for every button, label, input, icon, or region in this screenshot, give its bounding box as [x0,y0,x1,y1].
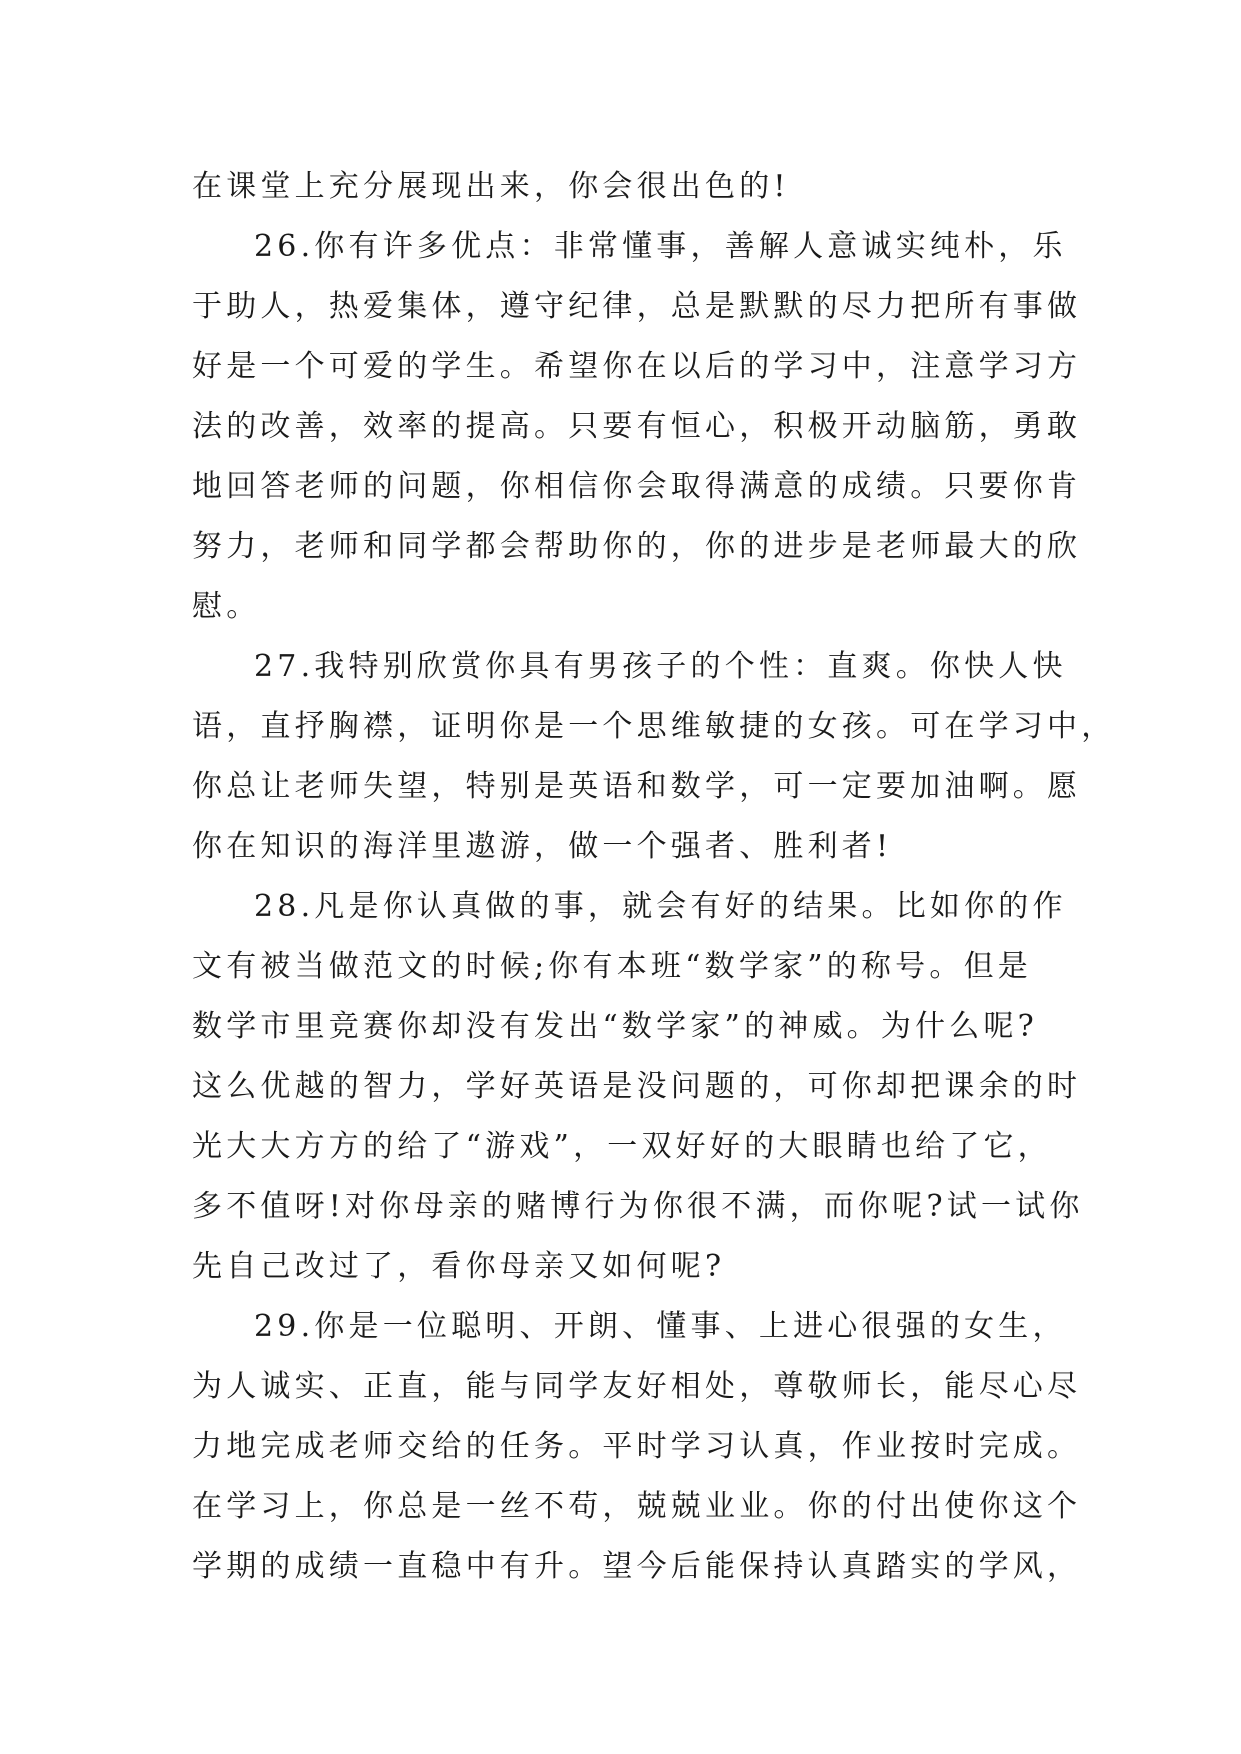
paragraph-26-start: 26.你有许多优点：非常懂事，善解人意诚实纯朴，乐 [254,229,1067,264]
text-line: 光大大方方的给了“游戏”，一双好好的大眼睛也给了它， [192,1129,1052,1164]
text-line: 慰。 [192,589,261,624]
text-line: 法的改善，效率的提高。只要有恒心，积极开动脑筋，勇敢 [192,409,1082,444]
text-line: 数学市里竞赛你却没有发出“数学家”的神威。为什么呢? [192,1009,1038,1044]
text-line: 语，直抒胸襟，证明你是一个思维敏捷的女孩。可在学习中， [192,709,1116,744]
paragraph-27-start: 27.我特别欣赏你具有男孩子的个性：直爽。你快人快 [254,649,1067,684]
text-line: 地回答老师的问题，你相信你会取得满意的成绩。只要你肯 [192,469,1082,504]
text-line: 力地完成老师交给的任务。平时学习认真，作业按时完成。 [192,1429,1082,1464]
paragraph-28-start: 28.凡是你认真做的事，就会有好的结果。比如你的作 [254,889,1067,924]
text-line: 在学习上，你总是一丝不苟，兢兢业业。你的付出使你这个 [192,1489,1082,1524]
text-line: 先自己改过了，看你母亲又如何呢? [192,1249,726,1284]
text-line: 为人诚实、正直，能与同学友好相处，尊敬师长，能尽心尽 [192,1369,1082,1404]
text-line: 你总让老师失望，特别是英语和数学，可一定要加油啊。愿 [192,769,1082,804]
text-line: 在课堂上充分展现出来，你会很出色的! [192,169,790,204]
text-line: 你在知识的海洋里遨游，做一个强者、胜利者! [192,829,893,864]
text-line: 于助人，热爱集体，遵守纪律，总是默默的尽力把所有事做 [192,289,1082,324]
paragraph-29-start: 29.你是一位聪明、开朗、懂事、上进心很强的女生， [254,1309,1067,1344]
text-line: 学期的成绩一直稳中有升。望今后能保持认真踏实的学风， [192,1549,1082,1584]
text-line: 多不值呀!对你母亲的赌博行为你很不满，而你呢?试一试你 [192,1189,1084,1224]
text-line: 这么优越的智力，学好英语是没问题的，可你却把课余的时 [192,1069,1082,1104]
text-line: 文有被当做范文的时候;你有本班“数学家”的称号。但是 [192,949,1032,984]
text-line: 好是一个可爱的学生。希望你在以后的学习中，注意学习方 [192,349,1082,384]
text-line: 努力，老师和同学都会帮助你的，你的进步是老师最大的欣 [192,529,1082,564]
